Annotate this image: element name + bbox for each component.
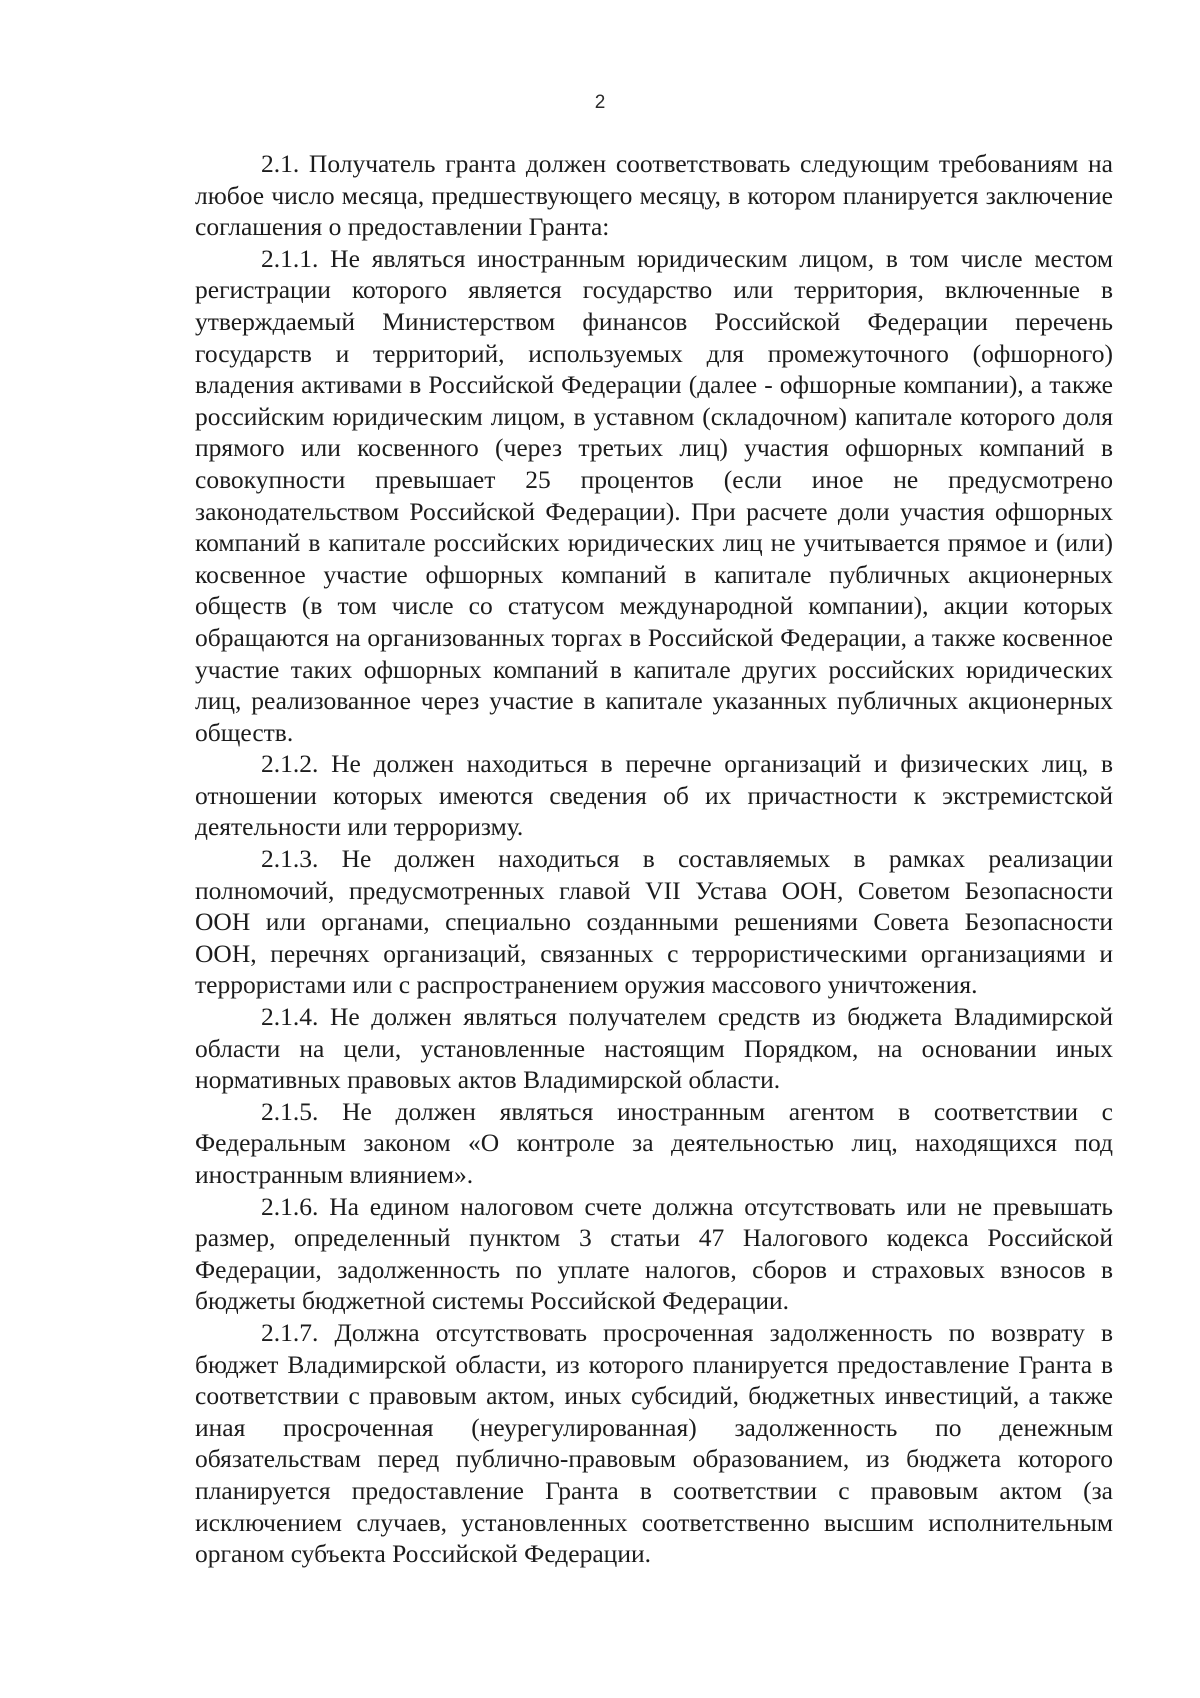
paragraph-2-1-1: 2.1.1. Не являться иностранным юридическим лицом, в том числе местом регистрации которого является государство или территория, включенные в утверждаемый Министерством финансов Российской Федерации перечень государств и территорий, используемых для промежуточного (офшорного) владения активами в Российской Федерации (далее - офшорные компании), а также российским юридическим лицом, в уставном (складочном) капитале которого доля прямого или косвенного (через третьих лиц) участия офшорных компаний в совокупности превышает 25 процентов (если иное не предусмотрено законодательством Российской Федерации). При расчете доли участия офшорных компаний в капитале российских юридических лиц не учитывается прямое и (или) косвенное участие офшорных компаний в капитале публичных акционерных обществ (в том числе со статусом международной компании), акции которых обращаются на организованных торгах в Российской Федерации, а также косвенное участие таких офшорных компаний в капитале других российских юридических лиц, реализованное через участие в капитале указанных публичных акционерных обществ. (195, 243, 1113, 747)
paragraph-2-1-5: 2.1.5. Не должен являться иностранным агентом в соответствии с Федеральным законом «О контроле за деятельностью лиц, находящихся под иностранным влиянием». (195, 1096, 1113, 1189)
document-body (195, 148, 1113, 1570)
page-number: 2 (594, 92, 606, 113)
paragraph-2-1-7: 2.1.7. Должна отсутствовать просроченная задолженность по возврату в бюджет Владимирской области, из которого планируется предоставление Гранта в соответствии с правовым актом, иных субсидий, бюджетных инвестиций, а также иная просроченная (неурегулированная) задолженность по денежным обязательствам перед публично-правовым образованием, из бюджета которого планируется предоставление Гранта в соответствии с правовым актом (за исключением случаев, установленных соответственно высшим исполнительным органом субъекта Российской Федерации. (195, 1317, 1113, 1569)
paragraph-2-1-2: 2.1.2. Не должен находиться в перечне организаций и физических лиц, в отношении которых имеются сведения об их причастности к экстремистской деятельности или терроризму. (195, 749, 1113, 842)
paragraph-2-1-3: 2.1.3. Не должен находиться в составляемых в рамках реализации полномочий, предусмотренных главой VII Устава ООН, Советом Безопасности ООН или органами, специально созданными решениями Совета Безопасности ООН, перечнях организаций, связанных с террористическими организациями и террористами или с распространением оружия массового уничтожения. (195, 844, 1113, 1000)
paragraph-2-1: 2.1. Получатель гранта должен соответствовать следующим требованиям на любое число месяца, предшествующего месяцу, в котором планируется заключение соглашения о предоставлении Гранта: (195, 149, 1113, 242)
paragraph-2-1-4: 2.1.4. Не должен являться получателем средств из бюджета Владимирской области на цели, установленные настоящим Порядком, на основании иных нормативных правовых актов Владимирской области. (195, 1002, 1113, 1095)
paragraph-2-1-6: 2.1.6. На едином налоговом счете должна отсутствовать или не превышать размер, определенный пунктом 3 статьи 47 Налогового кодекса Российской Федерации, задолженность по уплате налогов, сборов и страховых взносов в бюджеты бюджетной системы Российской Федерации. (195, 1191, 1113, 1316)
